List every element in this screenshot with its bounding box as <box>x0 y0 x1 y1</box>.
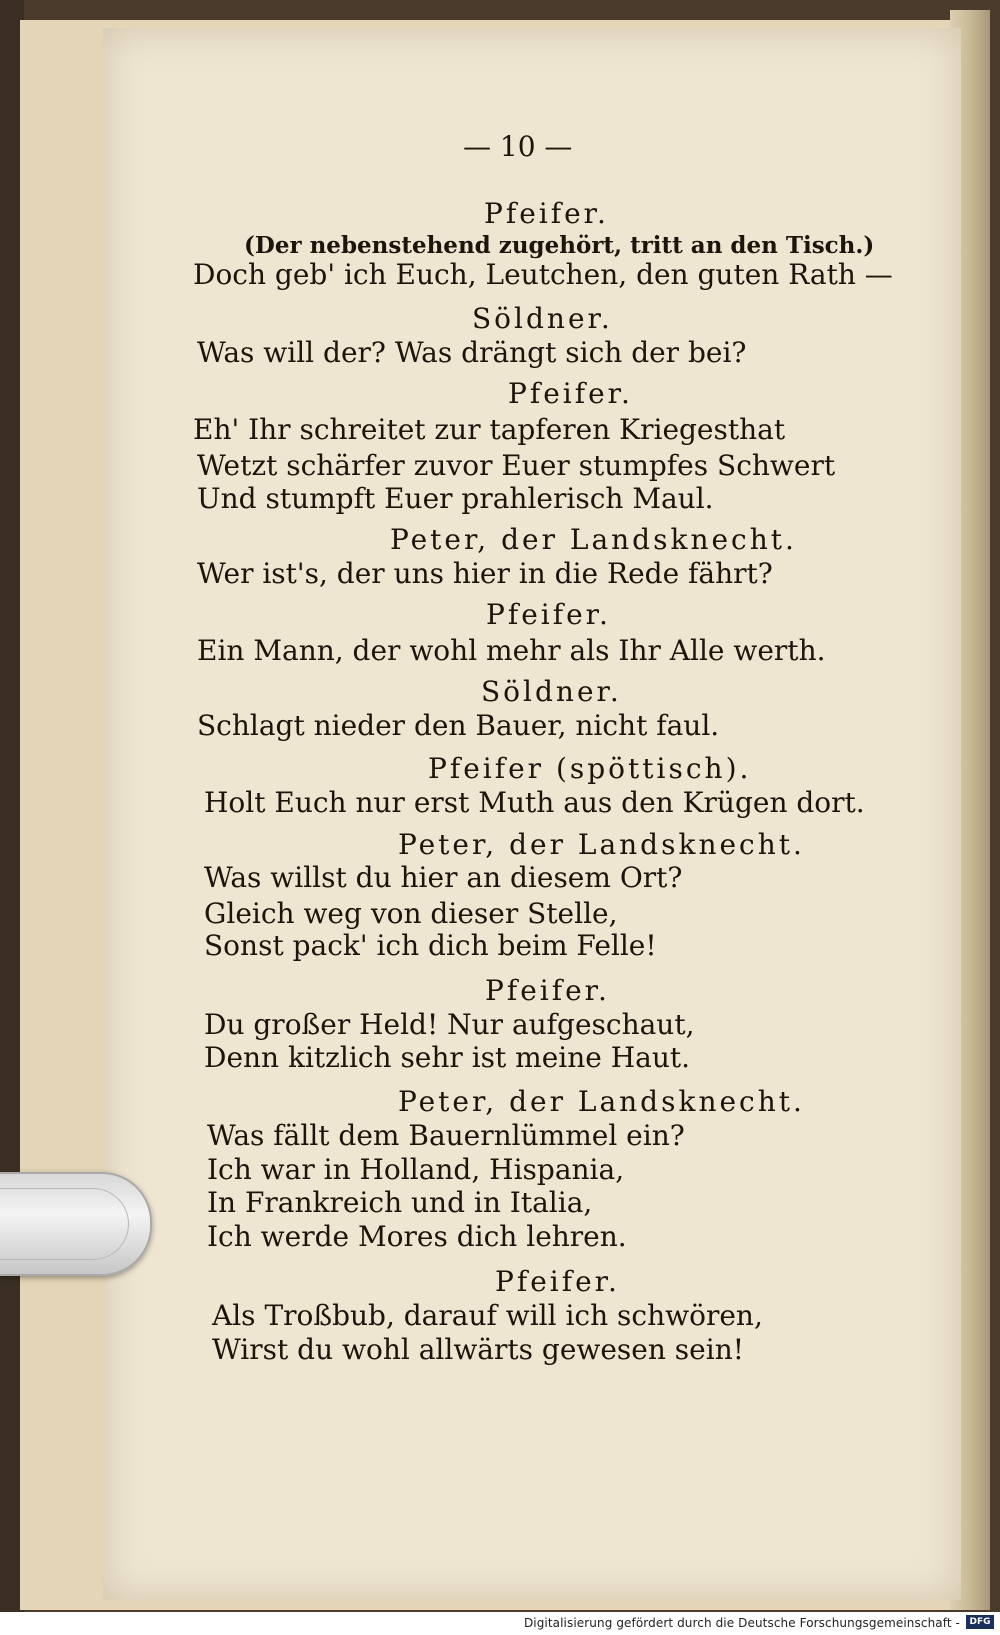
speaker-heading: Pfeifer. <box>485 974 610 1007</box>
verse-line: Denn kitzlich sehr ist meine Haut. <box>204 1041 691 1074</box>
verse-line: Wirst du wohl allwärts gewesen sein! <box>212 1333 744 1366</box>
speaker-heading: Peter, der Landsknecht. <box>390 523 797 556</box>
stage-direction: (Der nebenstehend zugehört, tritt an den Tisch.) <box>244 232 875 259</box>
speaker-heading: Pfeifer. <box>484 197 609 230</box>
verse-line: Holt Euch nur erst Muth aus den Krügen dort. <box>204 786 865 819</box>
verse-line: Was willst du hier an diesem Ort? <box>204 861 683 894</box>
verse-line: Als Troßbub, darauf will ich schwören, <box>212 1299 763 1332</box>
speaker-heading: Pfeifer. <box>486 598 611 631</box>
verse-line: Schlagt nieder den Bauer, nicht faul. <box>197 709 720 742</box>
verse-line: Eh' Ihr schreitet zur tapferen Kriegesthat <box>193 413 786 446</box>
speaker-heading: Söldner. <box>472 302 613 335</box>
verse-line: Was fällt dem Bauernlümmel ein? <box>207 1119 685 1152</box>
speaker-heading: Peter, der Landsknecht. <box>398 828 805 861</box>
speaker-heading: Pfeifer. <box>495 1265 620 1298</box>
verse-line: Und stumpft Euer prahlerisch Maul. <box>197 482 714 515</box>
speaker-heading: Söldner. <box>481 675 622 708</box>
verse-line: Wetzt schärfer zuvor Euer stumpfes Schwert <box>197 449 836 482</box>
verse-line: Ein Mann, der wohl mehr als Ihr Alle werth. <box>197 634 826 667</box>
verse-line: Sonst pack' ich dich beim Felle! <box>204 929 657 962</box>
verse-line: Du großer Held! Nur aufgeschaut, <box>204 1008 695 1041</box>
verse-line: Doch geb' ich Euch, Leutchen, den guten Rath — <box>193 258 893 291</box>
speaker-heading: Pfeifer (spöttisch). <box>428 752 752 785</box>
dfg-logo: DFG <box>966 1615 994 1629</box>
paper-clip <box>0 1172 152 1276</box>
verse-line: Was will der? Was drängt sich der bei? <box>197 336 747 369</box>
verse-line: Ich war in Holland, Hispania, <box>207 1153 625 1186</box>
verse-line: In Frankreich und in Italia, <box>207 1186 593 1219</box>
speaker-heading: Peter, der Landsknecht. <box>398 1085 805 1118</box>
verse-line: Gleich weg von dieser Stelle, <box>204 897 618 930</box>
verse-line: Wer ist's, der uns hier in die Rede fährt? <box>197 557 773 590</box>
speaker-heading: Pfeifer. <box>508 377 633 410</box>
digitization-credit: Digitalisierung gefördert durch die Deutsche Forschungsgemeinschaft - <box>523 1616 960 1630</box>
verse-line: Ich werde Mores dich lehren. <box>207 1220 627 1253</box>
page-number: — 10 — <box>463 130 573 163</box>
